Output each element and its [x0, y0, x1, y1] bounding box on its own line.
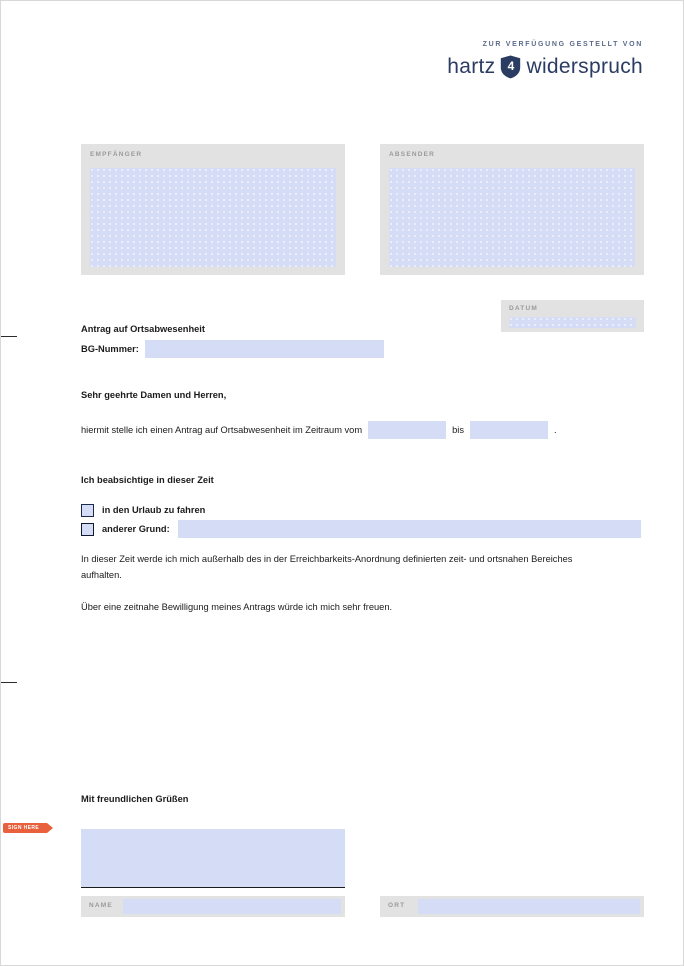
- name-field-block: [81, 896, 345, 917]
- sender-input[interactable]: [389, 168, 635, 267]
- signature-input[interactable]: [81, 829, 345, 887]
- brand-logo: [447, 55, 643, 79]
- other-reason-input[interactable]: [178, 520, 641, 538]
- document-subject: Antrag auf Ortsabwesenheit: [81, 324, 205, 334]
- brand-word-hartz: hartz: [447, 55, 496, 78]
- salutation-text: Sehr geehrte Damen und Herren,: [81, 390, 227, 400]
- ort-label: ORT: [388, 902, 406, 909]
- name-label: NAME: [89, 902, 113, 909]
- closing-text: Mit freundlichen Grüßen: [81, 794, 189, 804]
- period-paragraph: [81, 421, 601, 439]
- paragraph-absence: In dieser Zeit werde ich mich außerhalb des in der Erreichbarkeits-Anordnung definierten zeit- und ortsnahen Bereiches aufhalten.: [81, 554, 573, 580]
- fold-mark-upper: [1, 336, 17, 337]
- checkbox-other-reason[interactable]: [81, 523, 94, 536]
- paragraph-approval: Über eine zeitnahe Bewilligung meines Antrags würde ich mich sehr freuen.: [81, 602, 393, 612]
- recipient-label: EMPFÄNGER: [90, 151, 143, 158]
- option-other-label: anderer Grund:: [102, 524, 170, 534]
- period-from-input[interactable]: [368, 421, 446, 439]
- fold-mark-lower: [1, 682, 17, 683]
- option-vacation-row[interactable]: [81, 502, 205, 518]
- period-text-part1: hiermit stelle ich einen Antrag auf Ortsabwesenheit im Zeitraum vom: [81, 425, 363, 435]
- checkbox-vacation[interactable]: [81, 504, 94, 517]
- ort-input[interactable]: [418, 899, 640, 914]
- recipient-input[interactable]: [90, 168, 336, 267]
- period-to-input[interactable]: [470, 421, 548, 439]
- brand-kicker: ZUR VERFÜGUNG GESTELLT VON: [482, 41, 643, 48]
- bg-number-input[interactable]: [145, 340, 384, 358]
- sender-block: [380, 144, 644, 275]
- ort-field-block: [380, 896, 644, 917]
- signature-line: [81, 887, 345, 888]
- signature-area[interactable]: [81, 823, 345, 887]
- name-input[interactable]: [123, 899, 341, 914]
- shield-icon: [500, 55, 521, 79]
- date-block: [501, 300, 644, 332]
- date-label: DATUM: [509, 305, 538, 312]
- period-text-part2: bis: [452, 425, 464, 435]
- sender-label: ABSENDER: [389, 151, 436, 158]
- bg-number-label: BG-Nummer:: [81, 344, 139, 354]
- period-text-part3: .: [554, 425, 557, 435]
- date-input[interactable]: [509, 317, 636, 328]
- bg-number-row: [81, 340, 501, 358]
- sign-here-tag: SIGN HERE: [3, 823, 47, 833]
- brand-word-widerspruch: widerspruch: [526, 55, 643, 78]
- intent-title: Ich beabsichtige in dieser Zeit: [81, 475, 214, 485]
- shield-number: 4: [507, 59, 515, 73]
- option-other-row[interactable]: [81, 521, 641, 537]
- brand-header: [447, 41, 643, 79]
- option-vacation-label: in den Urlaub zu fahren: [102, 505, 206, 515]
- recipient-block: [81, 144, 345, 275]
